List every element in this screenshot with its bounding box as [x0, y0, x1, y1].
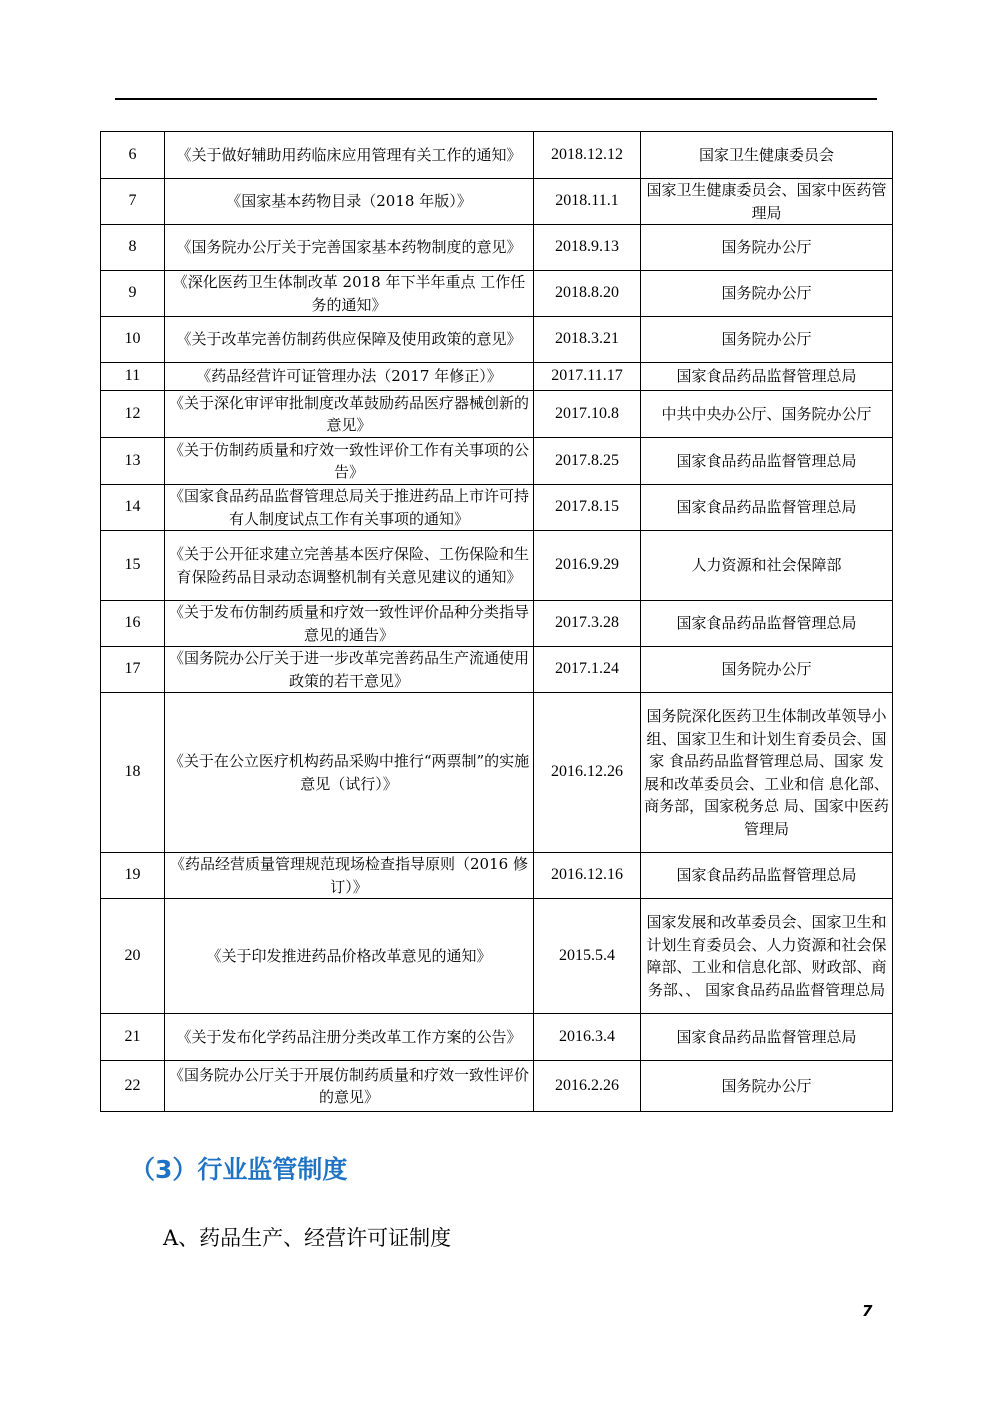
issuing-authority: 国务院办公厅	[641, 317, 893, 363]
document-title: 《关于深化审评审批制度改革鼓励药品医疗器械创新的意见》	[165, 391, 534, 438]
row-number: 14	[101, 485, 165, 531]
table-row	[101, 899, 893, 1014]
issue-date: 2018.9.13	[534, 225, 641, 271]
issue-date: 2016.9.29	[534, 531, 641, 601]
table-row	[101, 1014, 893, 1061]
issue-date: 2017.3.28	[534, 601, 641, 647]
issue-date: 2018.3.21	[534, 317, 641, 363]
issuing-authority: 国务院办公厅	[641, 225, 893, 271]
issuing-authority: 国家食品药品监督管理总局	[641, 853, 893, 899]
policy-table	[100, 131, 893, 1112]
document-title: 《关于做好辅助用药临床应用管理有关工作的通知》	[165, 132, 534, 179]
document-title: 《关于改革完善仿制药供应保障及使用政策的意见》	[165, 317, 534, 363]
row-number: 18	[101, 693, 165, 853]
header-rule	[115, 98, 877, 100]
row-number: 15	[101, 531, 165, 601]
document-title: 《深化医药卫生体制改革 2018 年下半年重点 工作任务的通知》	[165, 271, 534, 317]
issuing-authority: 国家发展和改革委员会、国家卫生和计划生育委员会、人力资源和社会保障部、工业和信息化部、财政部、商务部、、 国家食品药品监督管理总局	[641, 899, 893, 1014]
table-row	[101, 1061, 893, 1112]
row-number: 16	[101, 601, 165, 647]
issue-date: 2017.11.17	[534, 363, 641, 391]
row-number: 6	[101, 132, 165, 179]
table-row	[101, 132, 893, 179]
issue-date: 2016.2.26	[534, 1061, 641, 1112]
issue-date: 2015.5.4	[534, 899, 641, 1014]
document-title: 《药品经营质量管理规范现场检查指导原则（2016 修订）》	[165, 853, 534, 899]
table-row	[101, 485, 893, 531]
row-number: 10	[101, 317, 165, 363]
document-title: 《关于发布化学药品注册分类改革工作方案的公告》	[165, 1014, 534, 1061]
issue-date: 2017.1.24	[534, 647, 641, 693]
row-number: 13	[101, 438, 165, 485]
row-number: 12	[101, 391, 165, 438]
issuing-authority: 国务院深化医药卫生体制改革领导小组、国家卫生和计划生育委员会、国家 食品药品监督管理总局、国家 发展和改革委员会、工业和信 息化部、商务部，国家税务总 局、国家中医药管理局	[641, 693, 893, 853]
section-heading: （3）行业监管制度	[130, 1155, 348, 1184]
table-row	[101, 853, 893, 899]
table-row	[101, 225, 893, 271]
sub-heading: A、药品生产、经营许可证制度	[163, 1226, 452, 1250]
issuing-authority: 人力资源和社会保障部	[641, 531, 893, 601]
document-title: 《国务院办公厅关于进一步改革完善药品生产流通使用政策的若干意见》	[165, 647, 534, 693]
table-row	[101, 531, 893, 601]
document-title: 《药品经营许可证管理办法（2017 年修正）》	[165, 363, 534, 391]
issuing-authority: 国家食品药品监督管理总局	[641, 363, 893, 391]
issue-date: 2016.12.16	[534, 853, 641, 899]
issuing-authority: 国务院办公厅	[641, 1061, 893, 1112]
issue-date: 2017.8.15	[534, 485, 641, 531]
issue-date: 2018.8.20	[534, 271, 641, 317]
issue-date: 2018.12.12	[534, 132, 641, 179]
issuing-authority: 国家食品药品监督管理总局	[641, 601, 893, 647]
document-title: 《国务院办公厅关于开展仿制药质量和疗效一致性评价的意见》	[165, 1061, 534, 1112]
issuing-authority: 国家食品药品监督管理总局	[641, 485, 893, 531]
issue-date: 2017.10.8	[534, 391, 641, 438]
row-number: 17	[101, 647, 165, 693]
document-title: 《关于印发推进药品价格改革意见的通知》	[165, 899, 534, 1014]
table-row	[101, 601, 893, 647]
table-row	[101, 647, 893, 693]
row-number: 9	[101, 271, 165, 317]
table-row	[101, 363, 893, 391]
document-title: 《国家食品药品监督管理总局关于推进药品上市许可持有人制度试点工作有关事项的通知》	[165, 485, 534, 531]
document-title: 《国家基本药物目录（2018 年版）》	[165, 179, 534, 225]
row-number: 20	[101, 899, 165, 1014]
issuing-authority: 中共中央办公厅、国务院办公厅	[641, 391, 893, 438]
page-number: 7	[862, 1302, 873, 1320]
row-number: 11	[101, 363, 165, 391]
issuing-authority: 国务院办公厅	[641, 271, 893, 317]
document-title: 《关于公开征求建立完善基本医疗保险、工伤保险和生育保险药品目录动态调整机制有关意见建议的通知》	[165, 531, 534, 601]
table-row	[101, 179, 893, 225]
document-title: 《关于在公立医疗机构药品采购中推行“两票制”的实施意见（试行）》	[165, 693, 534, 853]
row-number: 22	[101, 1061, 165, 1112]
table-row	[101, 693, 893, 853]
row-number: 7	[101, 179, 165, 225]
row-number: 21	[101, 1014, 165, 1061]
issuing-authority: 国家卫生健康委员会、国家中医药管理局	[641, 179, 893, 225]
issuing-authority: 国务院办公厅	[641, 647, 893, 693]
issue-date: 2016.12.26	[534, 693, 641, 853]
issue-date: 2018.11.1	[534, 179, 641, 225]
issuing-authority: 国家食品药品监督管理总局	[641, 1014, 893, 1061]
issuing-authority: 国家卫生健康委员会	[641, 132, 893, 179]
policy-table-body	[101, 132, 893, 1112]
table-row	[101, 317, 893, 363]
issue-date: 2017.8.25	[534, 438, 641, 485]
row-number: 8	[101, 225, 165, 271]
table-row	[101, 391, 893, 438]
table-row	[101, 271, 893, 317]
table-row	[101, 438, 893, 485]
row-number: 19	[101, 853, 165, 899]
document-title: 《关于发布仿制药质量和疗效一致性评价品种分类指导意见的通告》	[165, 601, 534, 647]
issue-date: 2016.3.4	[534, 1014, 641, 1061]
document-title: 《关于仿制药质量和疗效一致性评价工作有关事项的公告》	[165, 438, 534, 485]
issuing-authority: 国家食品药品监督管理总局	[641, 438, 893, 485]
document-title: 《国务院办公厅关于完善国家基本药物制度的意见》	[165, 225, 534, 271]
